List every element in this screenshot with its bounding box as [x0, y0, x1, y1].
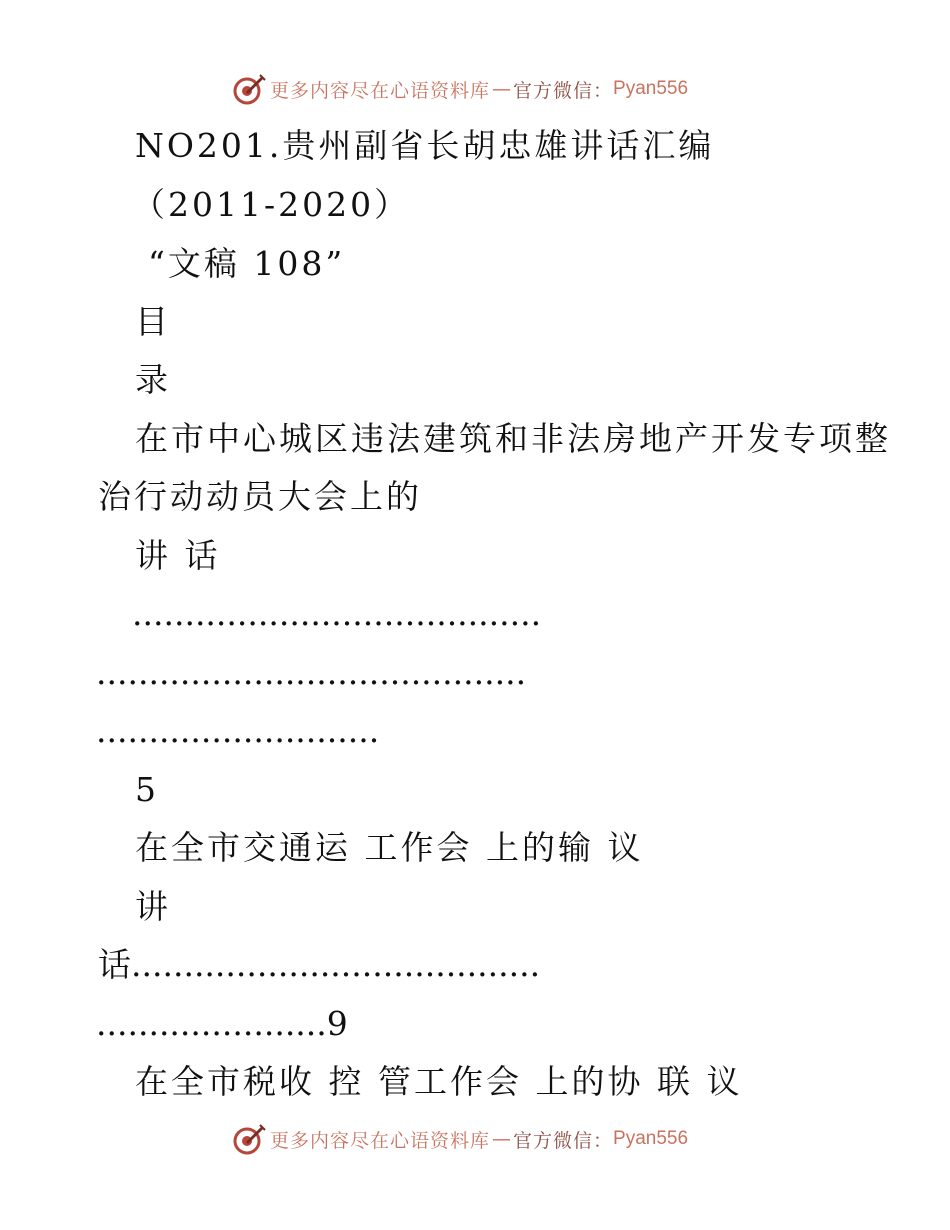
document-years: （2011-2020） [132, 185, 411, 224]
watermark-footer [232, 1122, 688, 1156]
pen-logo-icon [232, 1122, 266, 1156]
toc-entry-1-leader-3: ........................... [96, 711, 380, 750]
watermark-text: 更多内容尽在心语资料库 [270, 1129, 491, 1152]
toc-entry-1-line-2: 治行动动员大会上的 [98, 477, 422, 516]
toc-entry-3-line-1: 在全市税收 控 管工作会 上的协 联 议 [135, 1062, 743, 1101]
toc-heading-part1: 目 [135, 302, 171, 341]
watermark-wechat-id: Pyan556 [613, 78, 689, 99]
toc-entry-2-line-3: 话....................................... [98, 945, 541, 984]
watermark-label: 官方微信： [513, 79, 614, 102]
watermark-header [232, 72, 688, 106]
toc-entry-2-line-2: 讲 [135, 887, 171, 926]
watermark-wechat-id: Pyan556 [613, 1128, 689, 1149]
watermark-label: 官方微信： [513, 1129, 614, 1152]
document-subtitle: “文稿 108” [148, 244, 346, 283]
toc-entry-1-line-3: 讲 话 [135, 536, 221, 575]
toc-entry-2-line-1: 在全市交通运 工作会 上的输 议 [135, 828, 644, 867]
toc-entry-1-leader-1: ....................................... [132, 594, 542, 633]
toc-entry-1-leader-2: ......................................... [96, 653, 527, 692]
pen-logo-icon [232, 72, 266, 106]
toc-entry-2-leader-page: ......................9 [96, 1004, 348, 1043]
watermark-dash: — [492, 1128, 512, 1150]
watermark-dash: — [492, 78, 512, 100]
toc-heading-part2: 录 [135, 360, 171, 399]
toc-entry-1-line-1: 在市中心城区违法建筑和非法房地产开发专项整 [135, 419, 891, 458]
document-title: NO201.贵州副省长胡忠雄讲话汇编 [135, 126, 715, 165]
toc-entry-1-page-number: 5 [135, 770, 159, 809]
watermark-text: 更多内容尽在心语资料库 [270, 79, 491, 102]
